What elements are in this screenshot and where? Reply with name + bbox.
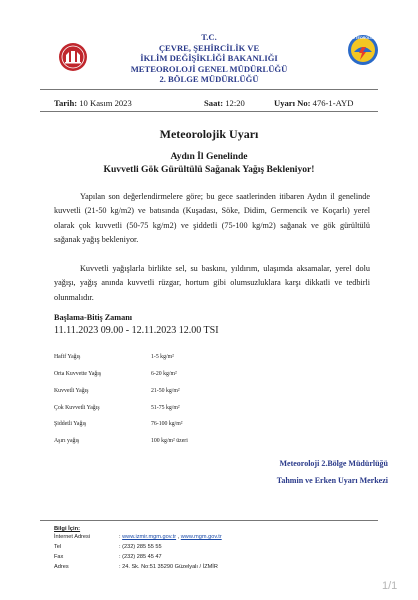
paragraph-line: olunmalıdır. [54,292,94,302]
paragraph-line: kuvvetli (21-50 kg/m2) ve batısında (Kuşadası, Söke, Didim, Germencik ve Koçarlı) yerel [54,206,370,216]
info-phone: Tel : (232) 285 55 55 [54,544,162,550]
info-website: İnternet Adresi : www.izmir.mgm.gov.tr , www.mgm.gov.tr [54,534,222,540]
info-fax: Fax : (232) 285 45 47 [54,554,162,560]
paragraph-line: yağışı, yağış anında kuvvetli rüzgar, hortum gibi olumsuzluklara karşı dikkatli ve tedbirli [54,278,370,288]
table-row: Şiddetli Yağış 76-100 kg/m² [54,421,183,427]
header-line-2: ÇEVRE, ŞEHİRCİLİK VE [158,42,260,53]
meteoroloji-logo-text: METEOROLOJİ [349,36,377,40]
info-address: Adres : 24. Sk. No:51 35290 Güzelyalı / İZMİR [54,564,218,570]
paragraph-line: Kuvvetli yağışlarla birlikte sel, su baskını, yıldırım, ulaşımda aksamalar, yerel dolu [80,264,370,273]
page-indicator: 1/1 [382,580,398,592]
subtitle-headline: Kuvvetli Gök Gürültülü Sağanak Yağış Bekleniyor! [103,164,315,175]
signature-office: Meteoroloji 2.Bölge Müdürlüğü [279,459,388,468]
meta-warning-no: Uyarı No: 476-1-AYD [274,98,354,108]
signature-center: Tahmin ve Erken Uyarı Merkezi [276,476,388,485]
table-row: Çok Kuvvetli Yağış 51-75 kg/m² [54,405,180,411]
meta-divider [40,111,378,112]
header-divider [40,89,378,90]
paragraph-precautions [54,262,370,305]
period-value: 11.11.2023 09.00 - 12.11.2023 12.00 TSI [54,325,219,336]
meta-time: Saat: 12:20 [204,98,245,108]
period-label: Başlama-Bitiş Zamanı [54,313,133,322]
document-title: Meteorolojik Uyarı [159,127,259,141]
header-line-4: METEOROLOJİ GENEL MÜDÜRLÜĞÜ [130,63,288,74]
table-row: Hafif Yağış 1-5 kg/m² [54,354,174,360]
subtitle-region: Aydın İl Genelinde [170,151,248,162]
paragraph-line: Yapılan son değerlendirmelere göre; bu gece saatlerinden itibaren Aydın il genelinde [80,192,370,201]
footer-divider [40,520,378,521]
info-title: Bilgi İçin: [54,526,81,532]
table-row: Kuvvetli Yağış 21-50 kg/m² [54,388,180,394]
table-row: Orta Kuvvette Yağış 6-20 kg/m² [54,371,177,377]
institution-header [0,32,418,85]
header-line-5: 2. BÖLGE MÜDÜRLÜĞÜ [159,74,259,85]
meta-date: Tarih: 10 Kasım 2023 [54,98,132,108]
header-line-3: İKLİM DEĞİŞİKLİĞİ BAKANLIĞI [140,53,278,64]
website-link-izmir[interactable]: www.izmir.mgm.gov.tr [122,534,177,540]
website-link-mgm[interactable]: www.mgm.gov.tr [180,534,222,540]
paragraph-forecast [54,190,370,248]
header-line-1: T.C. [201,32,217,42]
table-row: Aşırı yağış 100 kg/m² üzeri [54,438,188,444]
paragraph-line: olarak çok kuvvetli (50-75 kg/m2) ve şiddetli (75-100 kg/m2) sağanak ve gök gürültülü [54,220,370,230]
paragraph-line: sağanak yağış bekleniyor. [54,235,139,245]
